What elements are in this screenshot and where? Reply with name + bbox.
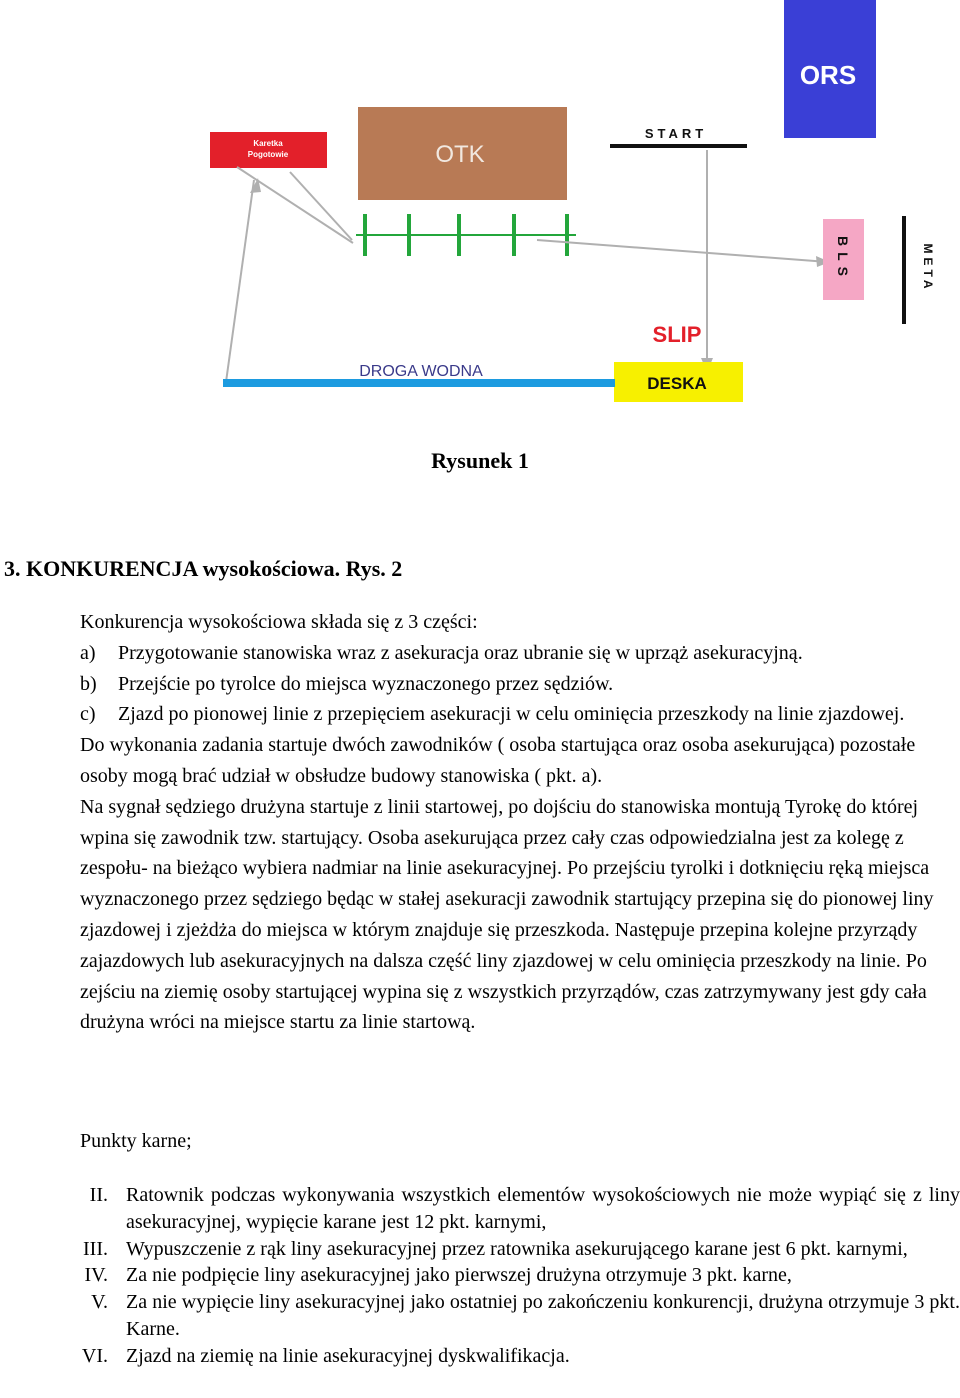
ors-label: ORS (799, 60, 857, 90)
penalty-text: Za nie wypięcie liny asekuracyjnej jako ostatniej po zakończeniu konkurencji, drużyna otrzymuje 3 pkt. Karne. (126, 1291, 960, 1340)
penalty-points-label: Punkty karne; (80, 1130, 192, 1152)
paragraph: Do wykonania zadania startuje dwóch zawodników ( osoba startująca oraz osoba asekurująca) pozostałe osoby mogą brać udział w obsłudze budowy stanowiska ( pkt. a). (80, 734, 916, 787)
water-line (223, 379, 615, 387)
meta-label: META (921, 243, 935, 293)
penalty-text: Wypuszczenie z rąk liny asekuracyjnej przez ratownika asekurującego karane jest 6 pkt. karnymi, (126, 1237, 908, 1260)
list-item-label: b) (80, 672, 97, 695)
deska-label: DESKA (647, 374, 707, 393)
penalty-number: II. (89, 1184, 108, 1206)
list-item (80, 638, 958, 669)
penalty-number: VI. (81, 1344, 108, 1367)
penalty-item (76, 1262, 960, 1289)
list-item (80, 699, 958, 730)
penalty-item (76, 1182, 960, 1236)
section-heading: 3. KONKURENCJA wysokościowa. Rys. 2 (4, 556, 403, 581)
penalty-item (76, 1236, 960, 1263)
droga-wodna-label: DROGA WODNA (359, 363, 483, 380)
penalty-number: IV. (84, 1264, 108, 1287)
penalty-item (76, 1343, 960, 1370)
bls-label: BLS (835, 236, 851, 282)
list-item-label: c) (80, 703, 96, 726)
penalty-number: V. (91, 1291, 108, 1314)
penalty-text: Zjazd na ziemię na linie asekuracyjnej dyskwalifikacja. (126, 1344, 570, 1367)
penalty-text: Za nie podpięcie liny asekuracyjnej jako pierwszej drużyna otrzymuje 3 pkt. karne, (126, 1264, 792, 1287)
list-item-text: Zjazd po pionowej linie z przepięciem asekuracji w celu ominięcia przeszkody na linie zjazdowej. (118, 703, 905, 726)
course-diagram (0, 0, 960, 420)
start-label: START (644, 126, 708, 141)
section-body (80, 607, 958, 1038)
start-line (610, 144, 747, 148)
list-item-text: Przejście po tyrolce do miejsca wyznaczonego przez sędziów. (118, 672, 614, 695)
ambulance-label-2: Pogotowie (247, 150, 289, 159)
penalty-item (76, 1289, 960, 1343)
penalty-text: Ratownik podczas wykonywania wszystkich elementów wysokościowych nie może wypiąć się z liny asekuracyjnej, wypięcie karane jest 12 pkt. karnymi, (126, 1184, 960, 1233)
meta-line (902, 216, 906, 324)
list-item-label: a) (80, 641, 96, 664)
list-item-text: Przygotowanie stanowiska wraz z asekuracja oraz ubranie się w uprząż asekuracyjną. (118, 641, 803, 664)
slip-label: SLIP (652, 322, 702, 347)
penalty-list (76, 1182, 960, 1370)
list-item (80, 669, 958, 700)
figure-caption: Rysunek 1 (431, 448, 529, 473)
otk-label: OTK (435, 141, 485, 168)
paragraph: Na sygnał sędziego drużyna startuje z linii startowej, po dojściu do stanowiska montują Tyrokę do której wpina się zawodnik tzw. startujący. Osoba asekurująca przez cały czas odpowiedzialna jest za kolegę z zespołu- na bieżąco wybiera nadmiar na linie asekuracyjnej. Po przejściu tyrolki i dotknięciu ręką miejsca wyznaczonego przez sędziego będąc w stałej asekuracji zawodnik startujący przepina się do pionowej liny zjazdowej i zjeżdża do miejsca w którym znajduje się przeszkoda. Następuje przepina kolejne przyrządy zajazdowych lub asekuracyjnych na dalsza część liny zjazdowej w celu ominięcia przeszkody na linie. Po zejściu na ziemię osoby startującej wypina się z wszystkich przyrządów, czas zatrzymywany jest gdy cała drużyna wróci na miejsce startu za linie startową. (80, 795, 934, 1034)
penalty-number: III. (83, 1237, 108, 1260)
intro-text: Konkurencja wysokościowa składa się z 3 części: (80, 611, 478, 633)
ambulance-label-1: Karetka (253, 139, 283, 148)
